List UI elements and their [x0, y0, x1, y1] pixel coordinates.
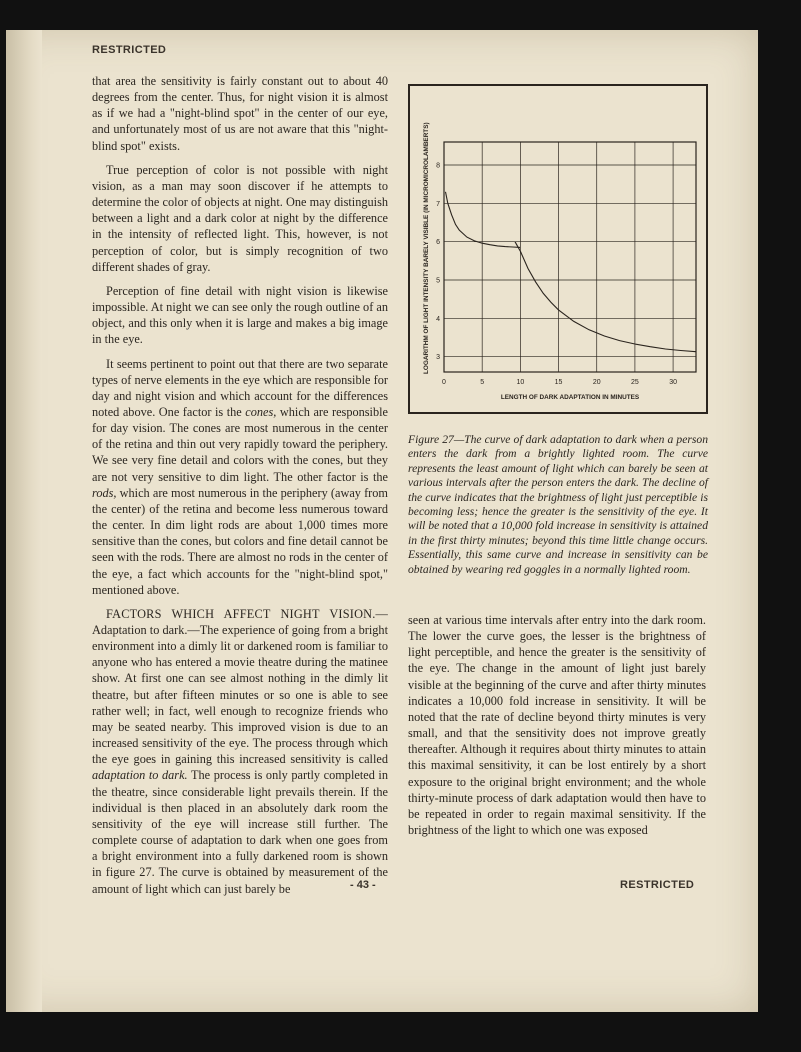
x-tick-label: 25	[631, 379, 639, 386]
curve-rod-branch	[515, 242, 696, 352]
x-tick-label: 15	[554, 379, 563, 386]
y-tick-label: 5	[436, 277, 440, 285]
x-axis-label: LENGTH OF DARK ADAPTATION IN MINUTES	[500, 394, 640, 401]
right-column	[408, 612, 706, 846]
paragraph: True perception of color is not possible with night vision, as a man may soon discover if he attempts to determine the color of objects at night. One may distinguish between a light and a dark color at night by the difference in the intensity of reflected light. This, however, is not perception of color, but is simply recognition of two different shades of gray.	[92, 162, 388, 274]
page-gutter	[6, 30, 42, 1012]
paragraph: It seems pertinent to point out that there are two separate types of nerve elements in the eye which are responsible for day and night vision and which account for the differences noted above. One factor is the cones, which are responsible for day vision. The cones are most numerous in the center of the retina and thin out very rapidly toward the periphery. We see very fine detail and colors with the cones, but they are not very sensitive to dim light. The other factor is the rods, which are most numerous in the periphery (away from the center) of the retina and become less numerous toward the center. In dim light rods are about 1,000 times more sensitive than the cones, but colors and fine detail cannot be seen with the rods. There are almost no rods in the center of the eye, a fact which accounts for the "night-blind spot," mentioned above.	[92, 356, 388, 597]
y-tick-label: 4	[436, 315, 440, 323]
paragraph: FACTORS WHICH AFFECT NIGHT VISION.— Adaptation to dark.—The experience of going from a bright environment into a dimly lit or darkened room is familiar to anyone who has entered a movie theatre during the matinee show. At first one can see almost nothing in the dimly lit theatre, but after fifteen minutes or so one is able to see rather well; in fact, well enough to recognize friends who may be seated nearby. This improved vision is due to an increased sensitivity of the eye. The process through which the eye goes in gaining this increased sensitivity is called adaptation to dark. The process is only partly completed in the theatre, since considerable light prevails therein. If the individual is then placed in an absolutely dark room the sensitivity of the eye will increase still further. The complete course of adaptation to dark when one goes from a bright environment into a fully darkened room is shown in figure 27. The curve is obtained by measurement of the amount of light which can just barely be	[92, 606, 388, 896]
section-heading: FACTORS WHICH AFFECT NIGHT VISION.—	[106, 606, 388, 621]
plot-frame	[444, 142, 696, 372]
x-tick-label: 5	[480, 379, 485, 386]
page-number: - 43 -	[350, 879, 376, 891]
x-tick-label: 20	[592, 379, 601, 386]
y-tick-label: 3	[436, 354, 440, 362]
term-cones: cones,	[245, 404, 277, 419]
term-adaptation: adaptation to dark.	[92, 768, 188, 783]
header-classification: RESTRICTED	[92, 44, 167, 56]
x-tick-label: 0	[442, 379, 446, 386]
figure-caption: Figure 27—The curve of dark adaptation to dark when a person enters the dark from a brightly lighted room. The curve represents the least amount of light which can barely be seen at various intervals after the person enters the dark. The decline of the curve indicates that the brightness of light just perceptible is becoming less; hence the greater is the sensitivity of the eye. It will be noted that a 10,000 fold increase in sensitivity is attained in the first thirty minutes; beyond this time little change occurs. Essentially, this same curve and increase in sensitivity can be obtained by wearing red goggles in a normally lighted room.	[408, 433, 708, 576]
paragraph: that area the sensitivity is fairly constant out to about 40 degrees from the center. Thus, for night vision it is almost as if we had a "night-blind spot" in the center of our eye, and unfortunately most of us are not aware that this "night-blind spot" exists.	[92, 74, 388, 153]
footer-classification: RESTRICTED	[620, 879, 695, 891]
y-tick-label: 7	[436, 200, 440, 208]
chart-svg	[410, 86, 706, 412]
x-tick-label: 30	[669, 379, 677, 386]
figure-27-chart	[408, 84, 708, 414]
paragraph: Perception of fine detail with night vision is likewise impossible. At night we can see only the rough outline of an object, and this only when it is large and makes a big image in the eye.	[92, 283, 388, 347]
y-tick-label: 6	[436, 239, 440, 247]
x-tick-label: 10	[516, 379, 525, 386]
term-rods: rods,	[92, 485, 117, 500]
curve-cone-branch	[446, 192, 521, 248]
paragraph: seen at various time intervals after entry into the dark room. The lower the curve goes, the lesser is the brightness of light perceptible, and hence the greater is the sensitivity of the eye. The change in the amount of light just barely visible at the beginning of the curve and after thirty minutes indicates a 10,000 fold increase in sensitivity. It will be noted that the rate of decline beyond thirty minutes is very small, and that the sensitivity does not improve greatly thereafter. Although it requires about thirty minutes to attain this maximal sensitivity, it can be lost entirely by a short exposure to the original bright environment; and the whole thirty-minute process of dark adaptation would then have to be repeated in order to regain maximal sensitivity. If the brightness of the light to which one was exposed	[408, 613, 706, 838]
y-axis-label: LOGARITHM OF LIGHT INTENSITY BARELY VISIBLE (IN MICROMICROLAMBERTS)	[423, 122, 430, 374]
left-column	[92, 73, 388, 905]
y-tick-label: 8	[436, 162, 440, 170]
